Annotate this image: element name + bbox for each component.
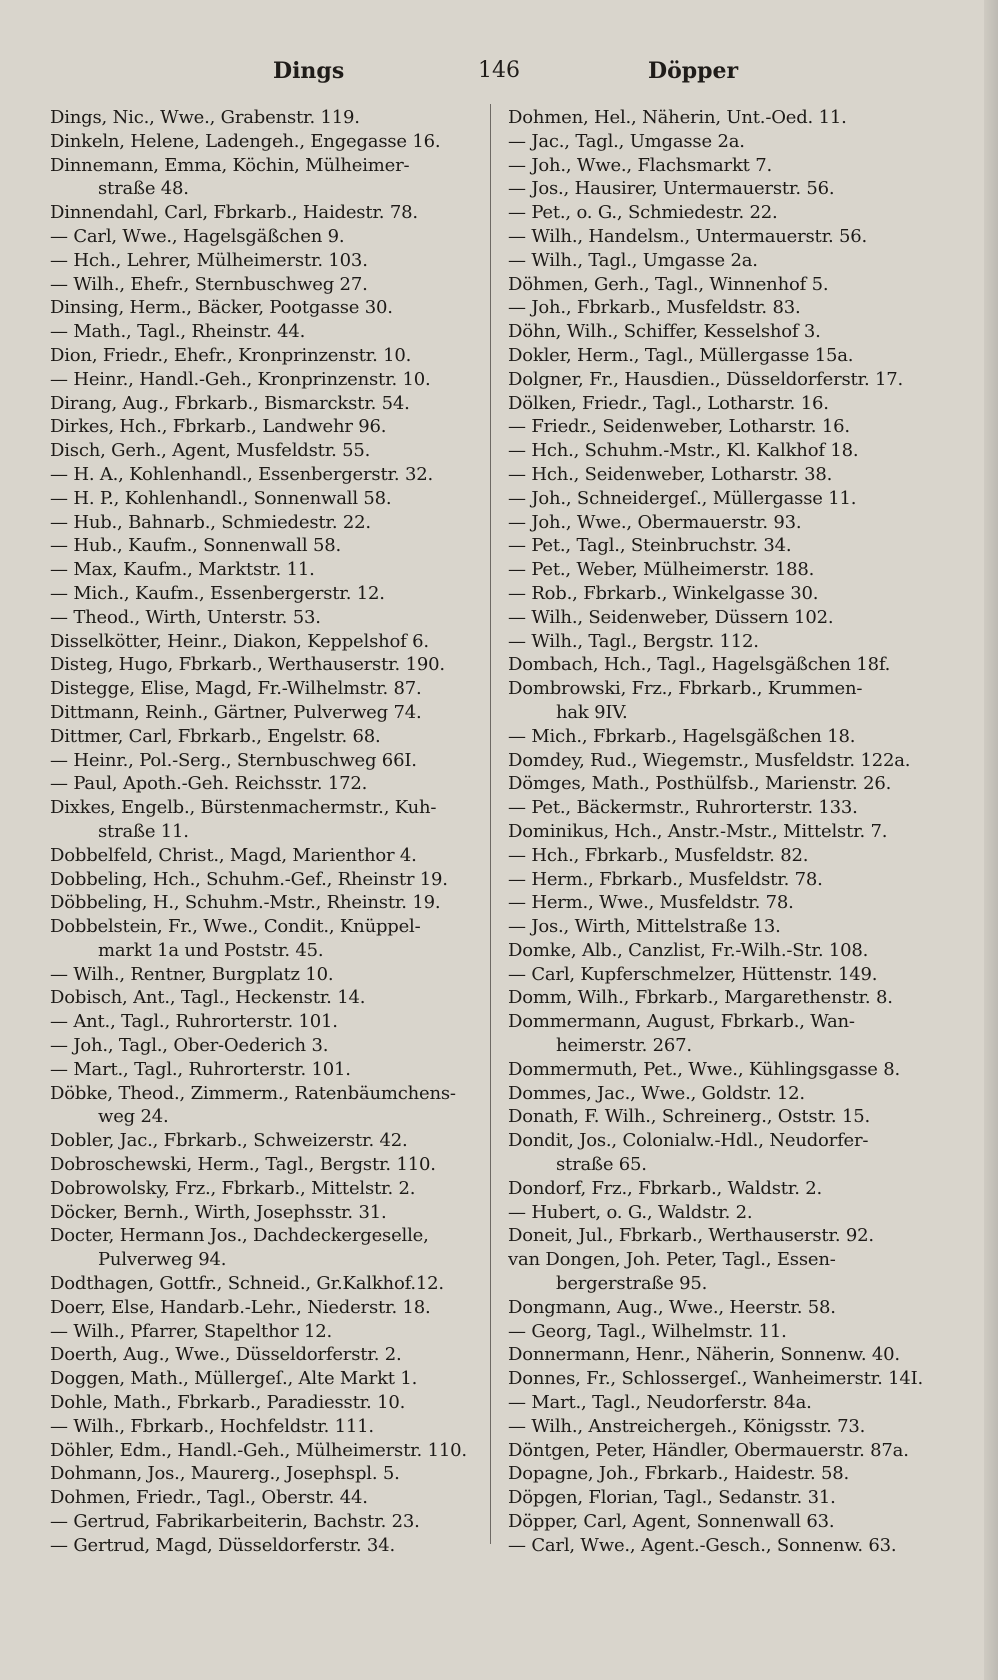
directory-entry: Dohmen, Hel., Näherin, Unt.-Oed. 11.	[508, 107, 847, 128]
directory-entry: Donnes, Fr., Schlossergeſ., Wanheimerstr. 14I.	[508, 1368, 924, 1390]
directory-entry: Dobbelstein, Fr., Wwe., Condit., Knüppel-	[50, 916, 421, 938]
directory-entry: Dobisch, Ant., Tagl., Heckenstr. 14.	[50, 987, 366, 1009]
right-column	[508, 106, 943, 1558]
directory-entry: — Jac., Tagl., Umgasse 2a.	[508, 130, 745, 152]
directory-entry: Dokler, Herm., Tagl., Müllergasse 15a.	[508, 344, 854, 366]
directory-entry: Dohle, Math., Fbrkarb., Paradiesstr. 10.	[50, 1392, 406, 1414]
directory-entry: Dominikus, Hch., Anstr.-Mstr., Mittelstr. 7.	[508, 820, 888, 842]
directory-entry: Dobrowolsky, Frz., Fbrkarb., Mittelstr. 2.	[50, 1177, 416, 1199]
directory-entry: — Jos., Hausirer, Untermauerstr. 56.	[508, 178, 835, 200]
directory-entry: — H. P., Kohlenhandl., Sonnenwall 58.	[50, 487, 392, 509]
directory-entry: Dombach, Hch., Tagl., Hagelsgäßchen 18f.	[508, 654, 891, 676]
directory-entry: — Hch., Schuhm.-Mstr., Kl. Kalkhof 18.	[508, 440, 859, 462]
directory-entry: — Wilh., Pfarrer, Stapelthor 12.	[50, 1320, 333, 1342]
directory-entry: — Pet., Bäckermstr., Ruhrorterstr. 133.	[508, 797, 858, 819]
directory-entry: Doneit, Jul., Fbrkarb., Werthauserstr. 92.	[508, 1225, 874, 1247]
page-number: 146	[478, 58, 520, 83]
directory-entry: Dittmer, Carl, Fbrkarb., Engelstr. 68.	[50, 725, 381, 747]
directory-entry: Dodthagen, Gottfr., Schneid., Gr.Kalkhof.12.	[50, 1273, 444, 1295]
directory-entry: — Wilh., Tagl., Umgasse 2a.	[508, 249, 758, 271]
directory-entry: — Wilh., Seidenweber, Düssern 102.	[508, 606, 834, 628]
directory-entry: — Gertrud, Magd, Düsseldorferstr. 34.	[50, 1534, 395, 1556]
directory-entry: — Carl, Kupferschmelzer, Hüttenstr. 149.	[508, 963, 878, 985]
directory-entry: Dinnendahl, Carl, Fbrkarb., Haidestr. 78.	[50, 202, 418, 224]
directory-entry: — Hch., Fbrkarb., Musfeldstr. 82.	[508, 844, 809, 866]
directory-entry: — Wilh., Rentner, Burgplatz 10.	[50, 963, 334, 985]
directory-entry: — Georg, Tagl., Wilhelmstr. 11.	[508, 1320, 787, 1342]
directory-entry: Döbke, Theod., Zimmerm., Ratenbäumchens-	[50, 1082, 456, 1104]
directory-entry: Dirkes, Hch., Fbrkarb., Landwehr 96.	[50, 416, 387, 438]
directory-entry: Dopagne, Joh., Fbrkarb., Haidestr. 58.	[508, 1463, 850, 1485]
directory-entry: — Carl, Wwe., Hagelsgäßchen 9.	[50, 225, 345, 247]
directory-entry: — Math., Tagl., Rheinstr. 44.	[50, 321, 306, 343]
directory-entry: — Hub., Bahnarb., Schmiedestr. 22.	[50, 511, 371, 533]
directory-entry: Distegge, Elise, Magd, Fr.-Wilhelmstr. 87.	[50, 678, 422, 700]
entry-continuation: Pulverweg 94.	[98, 1249, 227, 1271]
directory-entry: — Hubert, o. G., Waldstr. 2.	[508, 1201, 753, 1223]
directory-entry: — Gertrud, Fabrikarbeiterin, Bachstr. 23.	[50, 1511, 420, 1533]
directory-entry: Dings, Nic., Wwe., Grabenstr. 119.	[50, 107, 360, 128]
header-last-entry: Döpper	[648, 58, 739, 84]
directory-entry: Dobbelfeld, Christ., Magd, Marienthor 4.	[50, 844, 417, 866]
directory-entry: — Wilh., Handelsm., Untermauerstr. 56.	[508, 225, 868, 247]
left-column	[50, 106, 480, 1558]
directory-entry: — Heinr., Handl.-Geh., Kronprinzenstr. 10.	[50, 368, 431, 390]
directory-entry: Döbbeling, H., Schuhm.-Mstr., Rheinstr. 19.	[50, 892, 441, 914]
directory-entry: Döntgen, Peter, Händler, Obermauerstr. 87a.	[508, 1439, 909, 1461]
directory-entry: Dondit, Jos., Colonialw.-Hdl., Neudorfer-	[508, 1130, 869, 1152]
directory-entry: Docter, Hermann Jos., Dachdeckergeselle,	[50, 1225, 429, 1247]
entry-continuation: hak 9IV.	[556, 701, 628, 723]
directory-entry: — Hch., Seidenweber, Lotharstr. 38.	[508, 463, 833, 485]
page-header	[48, 58, 950, 94]
directory-entry: — Max, Kaufm., Marktstr. 11.	[50, 559, 315, 581]
directory-entry: Doggen, Math., Müllergeſ., Alte Markt 1.	[50, 1368, 418, 1390]
directory-entry: Dongmann, Aug., Wwe., Heerstr. 58.	[508, 1296, 836, 1318]
directory-entry: Dobroschewski, Herm., Tagl., Bergstr. 110.	[50, 1154, 436, 1176]
directory-entry: — Wilh., Ehefr., Sternbuschweg 27.	[50, 273, 368, 295]
directory-entry: Dommermuth, Pet., Wwe., Kühlingsgasse 8.	[508, 1058, 901, 1080]
directory-entry: Dombrowski, Frz., Fbrkarb., Krummen-	[508, 678, 863, 700]
directory-entry: Dobbeling, Hch., Schuhm.-Gef., Rheinstr 19.	[50, 868, 448, 890]
directory-entry: — Pet., Tagl., Steinbruchstr. 34.	[508, 535, 792, 557]
directory-entry: Disteg, Hugo, Fbrkarb., Werthauserstr. 190.	[50, 654, 445, 676]
directory-entry: Dömges, Math., Posthülfsb., Marienstr. 26.	[508, 773, 892, 795]
directory-entry: Dittmann, Reinh., Gärtner, Pulverweg 74.	[50, 701, 422, 723]
entry-continuation: heimerstr. 267.	[556, 1035, 692, 1057]
directory-entry: — Mart., Tagl., Neudorferstr. 84a.	[508, 1392, 812, 1414]
directory-entry: — Rob., Fbrkarb., Winkelgasse 30.	[508, 582, 819, 604]
directory-entry: — Jos., Wirth, Mittelstraße 13.	[508, 916, 781, 938]
directory-entry: Dinnemann, Emma, Köchin, Mülheimer-	[50, 154, 410, 176]
directory-entry: — Heinr., Pol.-Serg., Sternbuschweg 66I.	[50, 749, 417, 771]
directory-entry: Döpgen, Florian, Tagl., Sedanstr. 31.	[508, 1487, 836, 1509]
directory-entry: — Mich., Fbrkarb., Hagelsgäßchen 18.	[508, 725, 856, 747]
directory-entry: — Mich., Kaufm., Essenbergerstr. 12.	[50, 582, 385, 604]
directory-entry: — H. A., Kohlenhandl., Essenbergerstr. 32.	[50, 463, 433, 485]
directory-entry: — Pet., Weber, Mülheimerstr. 188.	[508, 559, 815, 581]
directory-entry: Disch, Gerh., Agent, Musfeldstr. 55.	[50, 440, 371, 462]
directory-entry: Döhmen, Gerh., Tagl., Winnenhof 5.	[508, 273, 829, 295]
directory-entry: Döhn, Wilh., Schiffer, Kesselshof 3.	[508, 321, 821, 343]
directory-entry: — Friedr., Seidenweber, Lotharstr. 16.	[508, 416, 850, 438]
directory-entry: Dion, Friedr., Ehefr., Kronprinzenstr. 10.	[50, 344, 412, 366]
directory-entry: Döpper, Carl, Agent, Sonnenwall 63.	[508, 1511, 835, 1533]
directory-entry: Döcker, Bernh., Wirth, Josephsstr. 31.	[50, 1201, 387, 1223]
directory-entry: Dixkes, Engelb., Bürstenmachermstr., Kuh-	[50, 797, 437, 819]
directory-entry: — Wilh., Fbrkarb., Hochfeldstr. 111.	[50, 1415, 374, 1437]
directory-entry: Dommermann, August, Fbrkarb., Wan-	[508, 1011, 855, 1033]
directory-entry: Doerth, Aug., Wwe., Düsseldorferstr. 2.	[50, 1344, 402, 1366]
directory-entry: — Hub., Kaufm., Sonnenwall 58.	[50, 535, 341, 557]
directory-entry: — Wilh., Anstreichergeh., Königsstr. 73.	[508, 1415, 866, 1437]
entry-continuation: weg 24.	[98, 1106, 169, 1128]
directory-entry: — Carl, Wwe., Agent.-Gesch., Sonnenw. 63.	[508, 1534, 897, 1556]
directory-entry: — Joh., Tagl., Ober-Oederich 3.	[50, 1035, 329, 1057]
directory-entry: Doerr, Else, Handarb.-Lehr., Niederstr. 18.	[50, 1296, 431, 1318]
directory-entry: — Herm., Fbrkarb., Musfeldstr. 78.	[508, 868, 823, 890]
directory-entry: — Wilh., Tagl., Bergstr. 112.	[508, 630, 759, 652]
directory-entry: — Herm., Wwe., Musfeldstr. 78.	[508, 892, 794, 914]
directory-entry: Dommes, Jac., Wwe., Goldstr. 12.	[508, 1082, 805, 1104]
directory-entry: Dolgner, Fr., Hausdien., Düsseldorferstr. 17.	[508, 368, 904, 390]
directory-entry: Dohmann, Jos., Maurerg., Josephspl. 5.	[50, 1463, 400, 1485]
entry-continuation: straße 65.	[556, 1154, 647, 1176]
directory-entry: Donnermann, Henr., Näherin, Sonnenw. 40.	[508, 1344, 900, 1366]
column-divider	[490, 104, 491, 1544]
directory-entry: — Joh., Wwe., Obermauerstr. 93.	[508, 511, 802, 533]
directory-entry: — Joh., Schneidergeſ., Müllergasse 11.	[508, 487, 857, 509]
directory-entry: Donath, F. Wilh., Schreinerg., Oststr. 15.	[508, 1106, 870, 1128]
header-first-entry: Dings	[273, 58, 345, 84]
directory-entry: — Joh., Wwe., Flachsmarkt 7.	[508, 154, 772, 176]
entry-continuation: straße 48.	[98, 178, 189, 200]
directory-entry: Domm, Wilh., Fbrkarb., Margarethenstr. 8.	[508, 987, 893, 1009]
page-edge	[984, 0, 998, 1680]
entry-continuation: straße 11.	[98, 820, 189, 842]
directory-entry: — Hch., Lehrer, Mülheimerstr. 103.	[50, 249, 368, 271]
entry-continuation: markt 1a und Poststr. 45.	[98, 939, 324, 961]
directory-entry: Dobler, Jac., Fbrkarb., Schweizerstr. 42.	[50, 1130, 408, 1152]
directory-entry: — Mart., Tagl., Ruhrorterstr. 101.	[50, 1058, 351, 1080]
directory-entry: — Ant., Tagl., Ruhrorterstr. 101.	[50, 1011, 338, 1033]
directory-entry: van Dongen, Joh. Peter, Tagl., Essen-	[508, 1249, 836, 1271]
directory-entry: Domdey, Rud., Wiegemstr., Musfeldstr. 122a.	[508, 749, 911, 771]
directory-entry: — Theod., Wirth, Unterstr. 53.	[50, 606, 321, 628]
directory-entry: Domke, Alb., Canzlist, Fr.-Wilh.-Str. 108.	[508, 939, 869, 961]
directory-entry: Dinkeln, Helene, Ladengeh., Engegasse 16.	[50, 130, 441, 152]
directory-entry: Disselkötter, Heinr., Diakon, Keppelshof 6.	[50, 630, 429, 652]
directory-entry: Dirang, Aug., Fbrkarb., Bismarckstr. 54.	[50, 392, 410, 414]
directory-entry: — Joh., Fbrkarb., Musfeldstr. 83.	[508, 297, 801, 319]
directory-entry: Dölken, Friedr., Tagl., Lotharstr. 16.	[508, 392, 829, 414]
directory-entry: Döhler, Edm., Handl.-Geh., Mülheimerstr. 110.	[50, 1439, 467, 1461]
directory-entry: Dinsing, Herm., Bäcker, Pootgasse 30.	[50, 297, 393, 319]
directory-entry: Dondorf, Frz., Fbrkarb., Waldstr. 2.	[508, 1177, 823, 1199]
entry-continuation: bergerstraße 95.	[556, 1273, 708, 1295]
directory-entry: — Pet., o. G., Schmiedestr. 22.	[508, 202, 778, 224]
directory-entry: Dohmen, Friedr., Tagl., Oberstr. 44.	[50, 1487, 368, 1509]
directory-entry: — Paul, Apoth.-Geh. Reichsstr. 172.	[50, 773, 368, 795]
